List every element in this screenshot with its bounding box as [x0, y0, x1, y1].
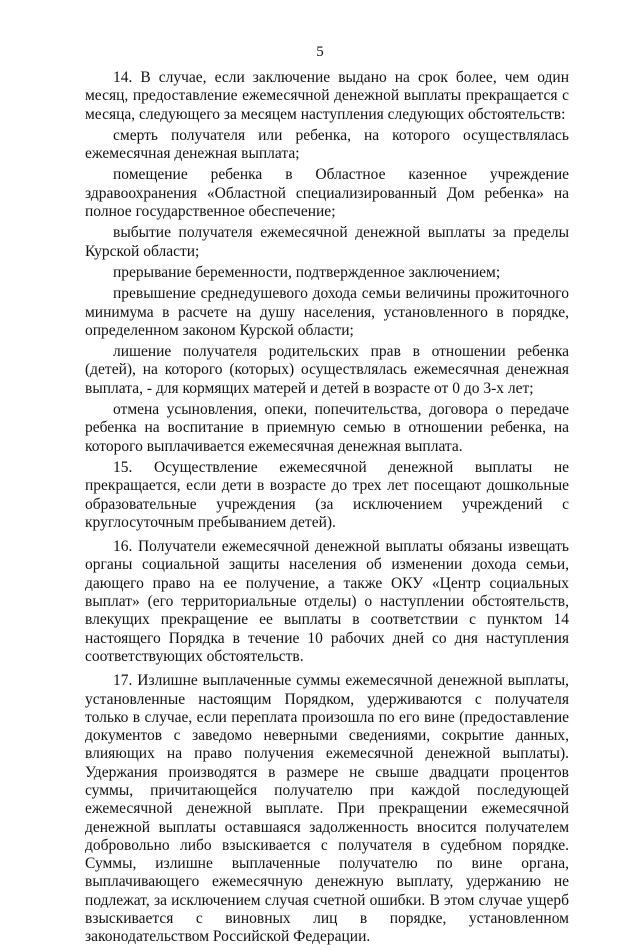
list-item: выбытие получателя ежемесячной денежной выплаты за пределы Курской области; — [85, 224, 569, 260]
document-body — [85, 69, 569, 950]
page-number: 5 — [316, 44, 324, 60]
list-item: смерть получателя или ребенка, на которого осуществлялась ежемесячная денежная выплата; — [85, 126, 569, 163]
list-item: лишение получателя родительских прав в отношении ребенка (детей), на которого (которых) осуществлялась ежемесячная денежная выплата, - для кормящих матерей и детей в возрасте от 0 до 3-х лет; — [85, 343, 569, 397]
list-item: превышение среднедушевого дохода семьи величины прожиточного минимума в расчете на душу населения, установленного в порядке, определенном законом Курской области; — [85, 285, 569, 339]
paragraph-15: 15. Осуществление ежемесячной денежной выплаты не прекращается, если дети в возрасте до трех лет посещают дошкольные образовательные учреждения (за исключением учреждений с круглосуточным пребыванием детей). — [85, 458, 569, 531]
paragraph-16: 16. Получатели ежемесячной денежной выплаты обязаны извещать органы социальной защиты населения об изменении дохода семьи, дающего право на ее получение, а также ОКУ «Центр социальных выплат» (его территориальные отделы) о наступлении обстоятельств, влекущих прекращение ее выплаты в соответствии с пунктом 14 настоящего Порядка в течение 10 рабочих дней со дня наступления соответствующих обстоятельств. — [85, 538, 569, 665]
paragraph-17: 17. Излишне выплаченные суммы ежемесячной денежной выплаты, установленные настоящим Порядком, удерживаются с получателя только в случае, если переплата произошла по его вине (предоставление документов с заведомо неверными сведениями, сокрытие данных, влияющих на право получения ежемесячной денежной выплаты). Удержания производятся в размере не свыше двадцати процентов суммы, причитающейся получателю при каждой последующей ежемесячной денежной выплате. При прекращении ежемесячной денежной выплаты оставшаяся задолженность вносится получателем добровольно либо взыскивается с получателя в судебном порядке. Суммы, излишне выплаченные получателю по вине органа, выплачивающего ежемесячную денежную выплату, удержанию не подлежат, за исключением случая счетной ошибки. В этом случае ущерб взыскивается с виновных лиц в порядке, установленном законодательством Российской Федерации. — [85, 672, 569, 946]
list-item: прерывание беременности, подтвержденное заключением; — [113, 263, 501, 281]
list-item: отмена усыновления, опеки, попечительства, договора о передаче ребенка на воспитание в приемную семью в отношении ребенка, на которого выплачивается ежемесячная денежная выплата. — [85, 401, 569, 455]
list-item: помещение ребенка в Областное казенное учреждение здравоохранения «Областной специализированный Дом ребенка» на полное государственное обеспечение; — [85, 166, 569, 221]
paragraph-14: 14. В случае, если заключение выдано на срок более, чем один месяц, предоставление ежемесячной денежной выплаты прекращается с месяца, следующего за месяцем наступления следующих обстоятельств: — [85, 69, 569, 123]
